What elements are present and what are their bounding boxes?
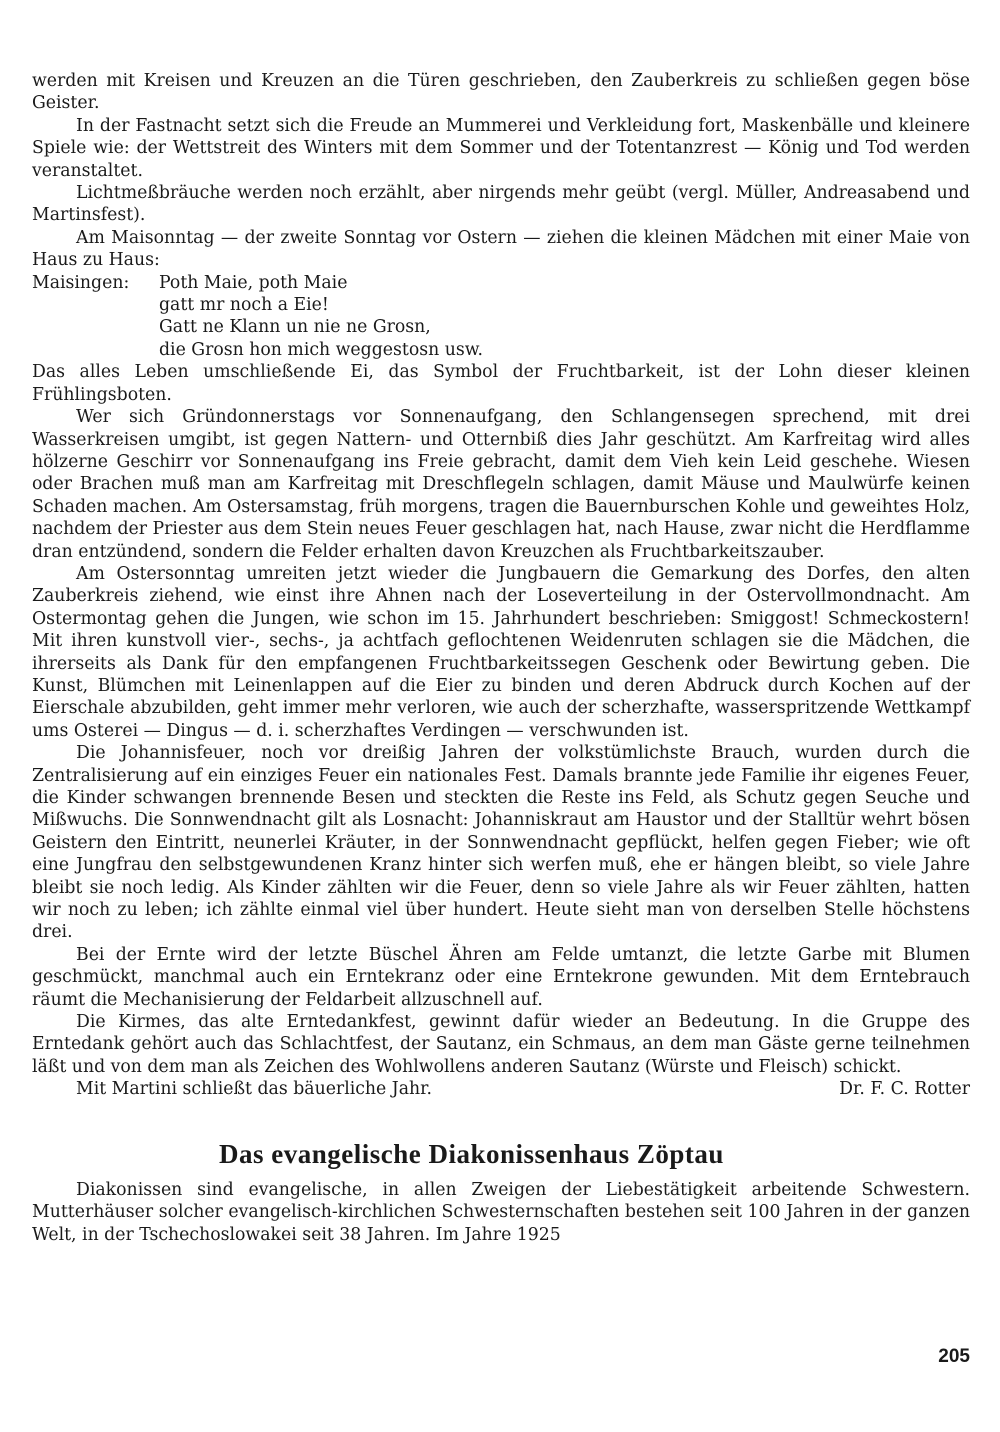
page-number: 205: [938, 1346, 970, 1367]
paragraph: werden mit Kreisen und Kreuzen an die Türen geschrieben, den Zauberkreis zu schließen gegen böse Geister.: [32, 71, 970, 114]
author-signature: Dr. F. C. Rotter: [839, 1079, 970, 1100]
paragraph-kirmes: Die Kirmes, das alte Erntedankfest, gewinnt dafür wieder an Bedeutung. In die Gruppe des Erntedank gehört auch das Schlachtfest, der Sautanz, ein Schmaus, an dem man Gäste gerne teilnehmen läßt und von dem man als Zeichen des Wohlwollens anderen Sautanz (Würste und Fleisch) schickt.: [32, 1012, 970, 1077]
verse-line: Poth Maie, poth Maie: [159, 272, 348, 293]
closing-line: [32, 1078, 970, 1100]
paragraph-martini: Mit Martini schließt das bäuerliche Jahr.: [76, 1079, 432, 1100]
verse-lines: [159, 272, 970, 362]
verse-line: gatt mr noch a Eie!: [159, 295, 329, 316]
paragraph-ernte: Bei der Ernte wird der letzte Büschel Ähren am Felde umtanzt, die letzte Garbe mit Blumen geschmückt, manchmal auch ein Erntekranz oder eine Erntekrone gewunden. Mit dem Erntebrauch räumt die Mechanisierung der Feldarbeit allzuschnell auf.: [32, 944, 970, 1010]
page-body: [32, 70, 970, 1246]
paragraph-lichtmess: Lichtmeßbräuche werden noch erzählt, aber nirgends mehr geübt (vergl. Müller, Andreasabend und Martinsfest).: [32, 183, 970, 226]
verse-maisingen: [32, 272, 970, 362]
paragraph-diakonissen: Diakonissen sind evangelische, in allen Zweigen der Liebestätigkeit arbeitende Schwestern. Mutterhäuser solcher evangelisch-kirchlichen Schwesternschaften bestehen seit 100 Jahren in der ganzen Welt, in der Tschechoslowakei seit 38 Jahren. Im Jahre 1925: [32, 1179, 970, 1245]
paragraph-fastnacht: In der Fastnacht setzt sich die Freude an Mummerei und Verkleidung fort, Maskenbälle und kleinere Spiele wie: der Wettstreit des Winters mit dem Sommer und der Totentanzrest — König und Tod werden veranstaltet.: [32, 115, 970, 181]
verse-line: Gatt ne Klann un nie ne Grosn,: [159, 317, 431, 338]
paragraph-johannisfeuer: Die Johannisfeuer, noch vor dreißig Jahren der volkstümlichste Brauch, wurden durch die Zentralisierung auf ein einziges Feuer ein nationales Fest. Damals brannte jede Familie ihr eigenes Feuer, die Kinder schwangen brennende Besen und steckten die Reste ins Feld, als Schutz gegen Seuche und Mißwuchs. Die Sonnwendnacht gilt als Losnacht: Johanniskraut am Haustor und der Stalltür wehrt bösen Geistern den Eintritt, neunerlei Kräuter, in der Sonnwendnacht gepflückt, helfen gegen Fieber; wie oft eine Jungfrau den selbstgewundenen Kranz hinter sich werfen muß, ehe er hängen bleibt, so viele Jahre bleibt sie noch ledig. Als Kinder zählten wir die Feuer, denn so viele Jahre als wir Feuer zählten, hatten wir noch zu leben; ich zählte einmal viel über hundert. Heute sieht man von derselben Stelle höchstens drei.: [32, 743, 970, 943]
article-heading: Das evangelische Diakonissenhaus Zöptau: [219, 1138, 724, 1169]
paragraph-ostersonntag: Am Ostersonntag umreiten jetzt wieder die Jungbauern die Gemarkung des Dorfes, den alten Zauberkreis ziehend, wie einst ihre Ahnen nach der Loseverteilung in der Ostervollmondnacht. Am Ostermontag gehen die Jungen, wie schon im 15. Jahrhundert beschrieben: Smiggost! Schmeckostern! Mit ihren kunstvoll vier-, sechs-, ja achtfach geflochtenen Weidenruten schlagen sie die Mädchen, die ihrerseits als Dank für den empfangenen Fruchtbarkeitssegen Geschenk oder Bewirtung geben. Die Kunst, Blümchen mit Leinenlappen auf die Eier zu binden und deren Abdruck durch Kochen auf der Eierschale abzubilden, geht immer mehr verloren, wie auch der scherzhafte, wasserspritzende Wettkampf ums Osterei — Dingus — d. i. scherzhaftes Verdingen — verschwunden ist.: [32, 563, 970, 741]
paragraph-ei-symbol: Das alles Leben umschließende Ei, das Symbol der Fruchtbarkeit, ist der Lohn dieser kleinen Frühlingsboten.: [32, 362, 970, 405]
paragraph-gruendonnerstag: Wer sich Gründonnerstags vor Sonnenaufgang, den Schlangensegen sprechend, mit drei Wasserkreisen umgibt, ist gegen Nattern- und Otternbiß dies Jahr geschützt. Am Karfreitag wird alles hölzerne Geschirr vor Sonnenaufgang ins Freie gebracht, damit dem Vieh kein Leid geschehe. Wiesen oder Brachen muß man am Karfreitag mit Dreschflegeln schlagen, damit Mäuse und Maulwürfe keinen Schaden machen. Am Ostersamstag, früh morgens, tragen die Bauernburschen Kohle und geweihtes Holz, nachdem der Priester aus dem Stein neues Feuer geschlagen hat, nach Hause, zwar nicht die Herdflamme dran entzündend, sondern die Felder erhalten davon Kreuzchen als Fruchtbarkeitszauber.: [32, 407, 970, 562]
verse-line: die Grosn hon mich weggestosn usw.: [159, 339, 483, 360]
verse-label: Maisingen:: [32, 272, 130, 293]
paragraph-maisonntag: Am Maisonntag — der zweite Sonntag vor Ostern — ziehen die kleinen Mädchen mit einer Maie von Haus zu Haus:: [32, 227, 970, 271]
